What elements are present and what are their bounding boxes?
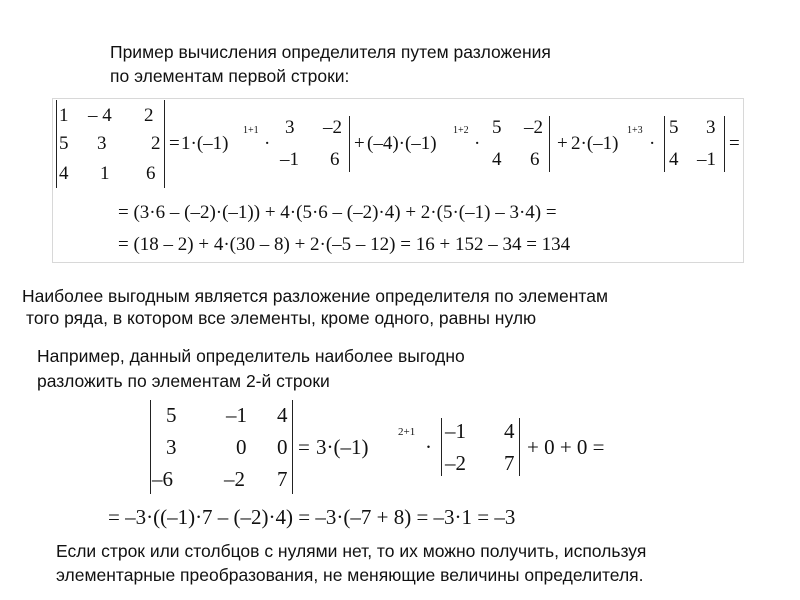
note-line-2: того ряда, в котором все элементы, кроме одного, равны нулю [26,308,537,328]
term1-exponent: 1+1 [243,125,259,136]
note-line-1: Наиболее выгодным является разложение определителя по элементам [22,286,608,306]
term2-dot: · [474,133,481,154]
det1-trailing-equals: = [729,133,740,154]
term1-dot: · [264,133,271,154]
det2-exponent: 2+1 [398,426,416,438]
minor1-cell-2-1: –1 [280,149,299,170]
term2-exponent: 1+2 [453,125,469,136]
minor1-cell-1-1: 3 [285,117,295,138]
det2-minor-cell-2-2: 7 [504,451,515,475]
det2-cell-3-3: 7 [277,467,288,491]
term3-dot: · [649,133,656,154]
det1-cell-3-3: 6 [146,163,156,184]
minor2-cell-2-1: 4 [492,149,502,170]
det2-minor-left-bar [441,418,442,476]
heading-line-2: по элементам первой строки: [110,66,350,86]
minor2-right-bar [549,116,550,172]
det2-cell-3-1: –6 [152,467,173,491]
det2-dot: · [425,435,432,459]
det1-cell-2-3: 2 [151,133,161,154]
det2-right-bar [292,400,293,494]
det2-coefficient: 3·(–1) [316,435,369,459]
det2-cell-1-2: –1 [226,403,247,427]
det1-cell-2-1: 5 [59,133,69,154]
det1-cell-3-1: 4 [59,163,69,184]
closing-line-2: элементарные преобразования, не меняющие величины определителя. [56,565,644,585]
minor1-cell-2-2: 6 [330,149,340,170]
minor3-cell-1-1: 5 [669,117,679,138]
example-1-line-2: = (3·6 – (–2)·(–1)) + 4·(5·6 – (–2)·4) + 2·(5·(–1) – 3·4) = [118,202,557,223]
det1-cell-2-2: 3 [97,133,107,154]
minor1-right-bar [349,116,350,172]
example-intro-line-1: Например, данный определитель наиболее выгодно [37,346,465,366]
example-1-line-3: = (18 – 2) + 4·(30 – 8) + 2·(–5 – 12) = 16 + 152 – 34 = 134 [118,234,571,255]
plus-2: + [557,133,568,154]
minor3-right-bar [724,116,725,172]
det2-minor-right-bar [519,418,520,476]
det2-minor-cell-1-2: 4 [504,419,515,443]
det2-cell-2-1: 3 [166,435,177,459]
heading-line-1: Пример вычисления определителя путем разложения [110,42,551,62]
minor1-cell-1-2: –2 [323,117,342,138]
det2-equals: = [298,435,310,459]
det1-cell-1-1: 1 [59,105,69,126]
det1-left-bar [56,100,57,188]
example-2-line-2: = –3·((–1)·7 – (–2)·4) = –3·(–7 + 8) = –3·1 = –3 [108,505,516,529]
minor2-cell-1-1: 5 [492,117,502,138]
det1-cell-3-2: 1 [100,163,110,184]
det1-right-bar [164,100,165,188]
det2-minor-cell-1-1: –1 [445,419,466,443]
det2-cell-3-2: –2 [224,467,245,491]
det1-equals: = [169,133,180,154]
det2-cell-1-1: 5 [166,403,177,427]
example-intro-line-2: разложить по элементам 2-й строки [37,371,330,391]
det2-cell-1-3: 4 [277,403,288,427]
term2-coefficient: (–4)·(–1) [367,133,437,154]
det2-cell-2-3: 0 [277,435,288,459]
minor3-left-bar [664,116,665,172]
term3-coefficient: 2·(–1) [571,133,619,154]
term3-exponent: 1+3 [627,125,643,136]
closing-line-1: Если строк или столбцов с нулями нет, то их можно получить, используя [56,541,647,561]
term1-coefficient: 1·(–1) [181,133,229,154]
det1-cell-1-2: – 4 [88,105,112,126]
minor2-cell-2-2: 6 [530,149,540,170]
det1-cell-1-3: 2 [144,105,154,126]
minor3-cell-1-2: 3 [706,117,716,138]
minor2-cell-1-2: –2 [524,117,543,138]
det2-minor-cell-2-1: –2 [445,451,466,475]
minor3-cell-2-1: 4 [669,149,679,170]
plus-1: + [354,133,365,154]
minor3-cell-2-2: –1 [697,149,716,170]
det2-tail: + 0 + 0 = [527,435,605,459]
det2-cell-2-2: 0 [236,435,247,459]
